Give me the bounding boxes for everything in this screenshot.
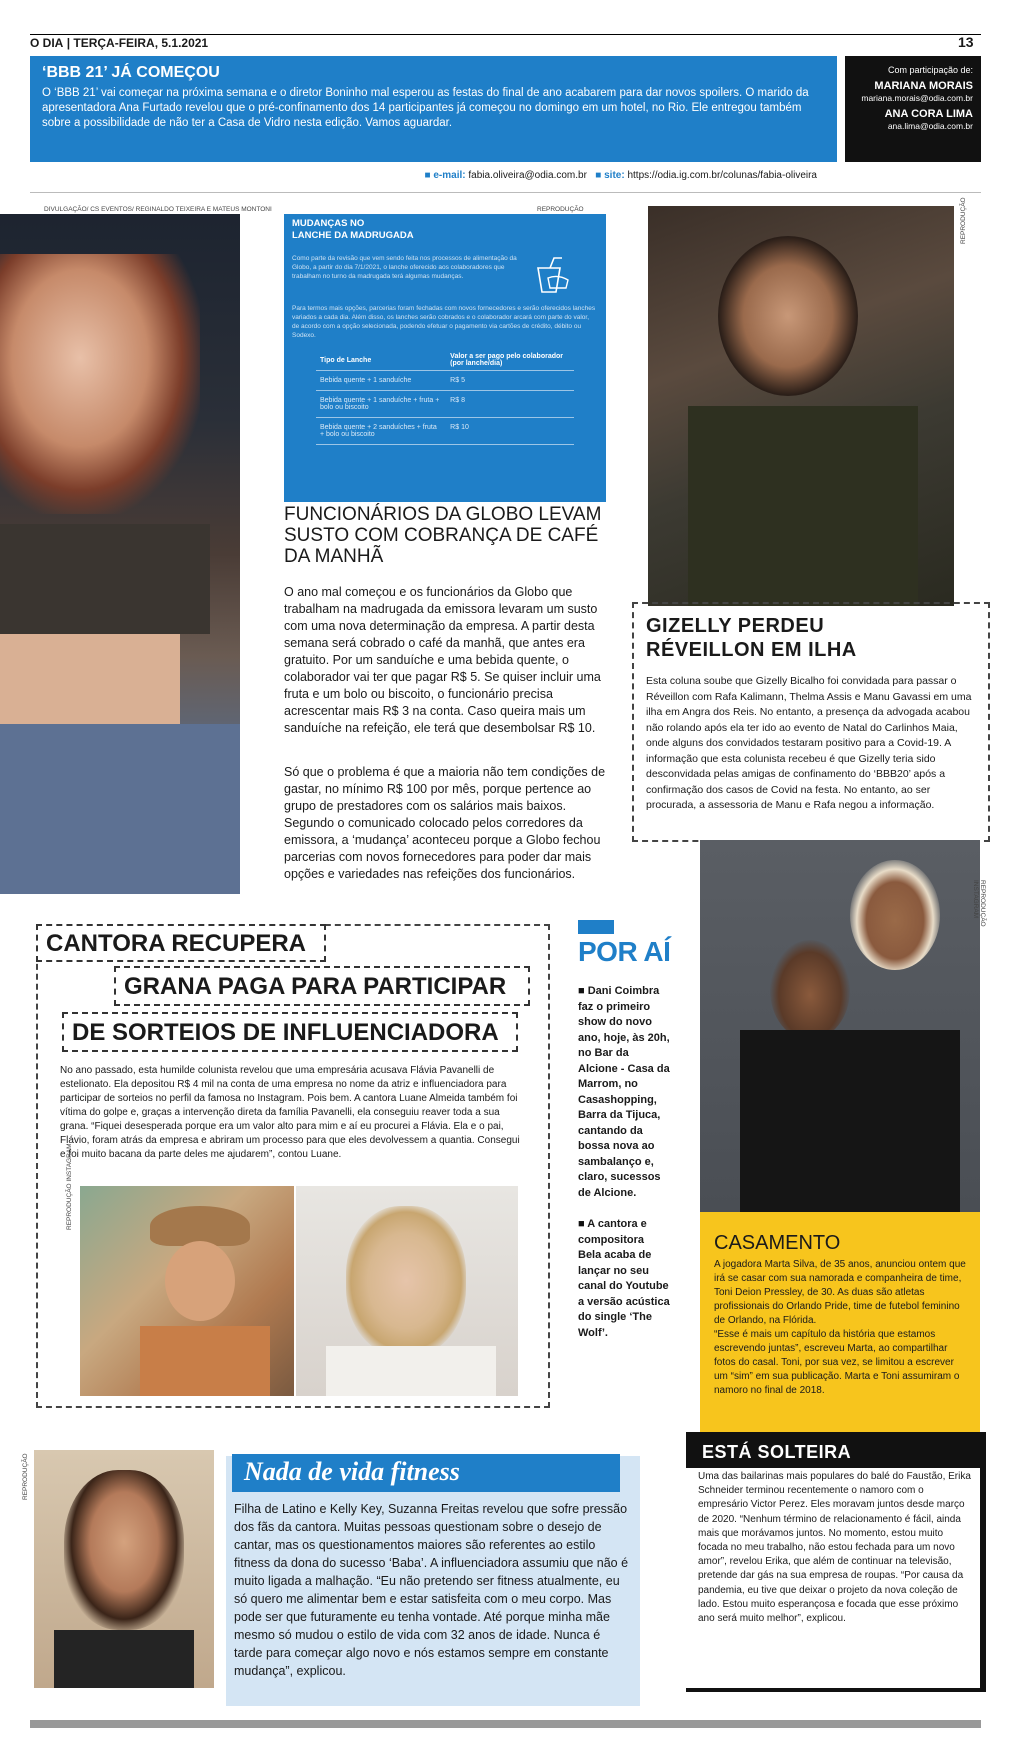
photo-credit: REPRODUÇÃO INSTAGRAM	[66, 1143, 73, 1230]
por-ai-item	[578, 1217, 670, 1341]
cantora-headline-line: DE SORTEIOS DE INFLUENCIADORA	[62, 1012, 518, 1052]
suzanna-photo	[34, 1450, 214, 1688]
table-cell: Bebida quente + 1 sanduíche + fruta + bolo ou biscoito	[316, 391, 446, 418]
solteira-text: Uma das bailarinas mais populares do balé do Faustão, Erika Schneider terminou recentemente o namoro com o empresário Victor Perez. Eles moravam juntos desde março de 2020. “Nenhum término de relacionamento é fácil, ainda mais que morávamos juntos. No momento, estou muito focada no meu trabalho, não estou fechada para um novo amor”, revelou Erika, que além de continuar na televisão, pretende dar gás na sua empresa de roupas. “Por causa da pandemia, eu tive que deixar o projeto da nova coleção de lado. Estou muito esperançosa e focada que esse próximo ano será muito melhor”, explicou.	[698, 1471, 971, 1625]
cantora-headline-line: GRANA PAGA PARA PARTICIPAR	[114, 966, 530, 1006]
globo-paragraph: Só que o problema é que a maioria não tem condições de gastar, no mínimo R$ 100 por mês, porque pertence ao grupo de prestadores com os salários mais baixos. Segundo o comunicado colocado pelos corredores da emissora, a ‘mudança’ aconteceu porque a Globo fechou parcerias com novos fornecedores para poder dar mais opções e variedades nas refeições dos funcionários.	[284, 765, 606, 881]
card-paragraph: Para termos mais opções, parcerias foram fechadas com novos fornecedores e serão oferecidos lanches variados a cada dia. Além disso, os lanches serão cobrados e o colaborador arcará com parte do valor, de acordo com a opção selecionada, podendo efetuar o pagamento via cartões de crédito, débito ou Sodexo.	[292, 305, 596, 339]
table-cell: R$ 10	[446, 418, 574, 445]
table-row	[316, 371, 574, 391]
portrait-head	[770, 940, 850, 1040]
site-link[interactable]: https://odia.ig.com.br/colunas/fabia-oliveira	[627, 170, 817, 181]
page-number: 13	[958, 34, 974, 50]
table-header-row	[316, 350, 574, 371]
portrait-top	[0, 524, 210, 634]
contributors-box	[845, 56, 981, 162]
contributor-name: ANA CORA LIMA	[884, 108, 973, 120]
fitness-headline: Nada de vida fitness	[232, 1454, 620, 1492]
price-table	[316, 350, 574, 445]
casamento-paragraph: A jogadora Marta Silva, de 35 anos, anunciou ontem que irá se casar com sua namorada e companheira de time, Toni Deion Pressley, de 30. As duas são atletas profissionais do Orlando Pride, time de futebol feminino de Orlando, na Flórida.	[714, 1259, 966, 1326]
por-ai-item	[578, 984, 670, 1201]
por-ai-accent	[578, 920, 614, 934]
table-header: Tipo de Lanche	[316, 350, 446, 371]
header-divider	[30, 192, 981, 193]
table-cell: Bebida quente + 1 sanduíche	[316, 371, 446, 391]
email-bullet-icon: ■	[424, 170, 431, 181]
site-label: site:	[604, 170, 625, 181]
table-header: Valor a ser pago pelo colaborador (por lanche/dia)	[446, 350, 574, 371]
top-rule	[30, 34, 981, 35]
card-title: LANCHE DA MADRUGADA	[292, 230, 414, 241]
contributor-name: MARIANA MORAIS	[874, 80, 973, 92]
intro-text: O ‘BBB 21’ vai começar na próxima semana e o diretor Boninho mal esperou as festas do final de ano acabarem para dar novos spoilers. O marido da apresentadora Ana Furtado revelou que o pré-confinamento dos 14 participantes já começou no domingo em um hotel, no Rio. Ele entregou também sobre a possibilidade de não ter a Casa de Vidro nesta edição. Vamos aguardar.	[42, 87, 809, 129]
contributor-email: ana.lima@odia.com.br	[887, 121, 973, 131]
table-row	[316, 391, 574, 418]
site-bullet-icon: ■	[595, 170, 602, 181]
couple-photo	[700, 840, 980, 1212]
headline-line: RÉVEILLON EM ILHA	[646, 639, 857, 661]
photo-credit: REPRODUÇÃO	[537, 206, 584, 213]
cantora-headline-line: CANTORA RECUPERA	[36, 924, 326, 962]
portrait-head	[64, 1470, 184, 1630]
email-link[interactable]: fabia.oliveira@odia.com.br	[468, 170, 587, 181]
casamento-box	[700, 1212, 980, 1442]
portrait-jeans	[0, 724, 240, 894]
table-row	[316, 418, 574, 445]
masthead: O DIA | TERÇA-FEIRA, 5.1.2021	[30, 36, 209, 50]
por-ai-text: Dani Coimbra faz o primeiro show do novo ano, hoje, às 20h, no Bar da Alcione - Casa da Marrom, no Casashopping, Barra da Tijuca, cantando da bossa nova ao sambalanço e, claro, sucessos de Alcione.	[578, 985, 670, 1199]
portrait-head	[165, 1241, 235, 1321]
portrait-head	[850, 860, 940, 970]
gizelly-photo	[648, 206, 954, 606]
globo-headline: FUNCIONÁRIOS DA GLOBO LEVAM SUSTO COM COBRANÇA DE CAFÉ DA MANHÃ	[284, 504, 602, 567]
casamento-paragraph: “Esse é mais um capítulo da história que estamos escrevendo juntas”, escreveu Marta, ao compartilhar fotos do casal. Toni, por sua vez, se limitou a escrever um “sim” em sua publicação. Marta e Toni assumiram o namoro no final de 2018.	[714, 1329, 960, 1396]
portrait-head	[346, 1206, 466, 1356]
woman-photo	[0, 214, 240, 894]
table-cell: Bebida quente + 2 sanduíches + fruta + bolo ou biscoito	[316, 418, 446, 445]
portrait-outfit	[54, 1630, 194, 1688]
portrait-outfit	[326, 1346, 496, 1396]
card-title: MUDANÇAS NO	[292, 218, 365, 229]
photo-credit: DIVULGAÇÃO/ CS EVENTOS/ REGINALDO TEIXEIRA E MATEUS MONTONI	[44, 206, 272, 213]
fitness-text: Filha de Latino e Kelly Key, Suzanna Freitas revelou que sofre pressão dos fãs da cantora. Muitas pessoas questionam sobre o desejo de cantar, mas os questionamentos maiores são referentes ao estilo fitness da dona do sucesso ‘Baba’. A influenciadora assumiu que não é muito ligada a malhação. “Eu não pretendo ser fitness atualmente, eu só quero me alimentar bem e estar satisfeita com o meu corpo. Mas pode ser que futuramente eu tenha vontade. Até porque minha mãe mesmo só mudou o estilo de vida com 32 anos de idade. Nunca é tarde para começar algo novo e nós estamos sempre em constante mudança”, explicou.	[234, 1502, 629, 1678]
por-ai-text: A cantora e compositora Bela acaba de lançar no seu canal do Youtube a versão acústica do single ‘The Wolf’.	[578, 1218, 670, 1339]
gizelly-text: Esta coluna soube que Gizelly Bicalho foi convidada para passar o Réveillon com Rafa Kalimann, Thelma Assis e Manu Gavassi em uma ilha em Angra dos Reis. No entanto, a presença da advogada acabou não rolando após ela ter ido ao evento de Natal do Carlinhos Maia, onde alguns dos convidados testaram positivo para a Covid-19. A informação que esta colunista recebeu é que Gizelly teria sido desconvidada pelas amigas de confinamento do ‘BBB20’ após a confirmação dos casos de Covid na festa. No entanto, ao ser procurada, a assessoria de Manu e Rafa negou a informação.	[646, 675, 972, 811]
bullet-icon: ■	[578, 1218, 588, 1230]
card-paragraph: Como parte da revisão que vem sendo feita nos processos de alimentação da Globo, a partir do dia 7/1/2021, o lanche oferecido aos colaboradores que trabalham no turno da madrugada terá algumas mudanças.	[292, 255, 517, 280]
gizelly-headline	[646, 614, 857, 662]
singer-photo	[80, 1186, 294, 1396]
contributors-label: Com participação de:	[887, 65, 973, 75]
portrait-head	[718, 236, 858, 396]
table-cell: R$ 8	[446, 391, 574, 418]
photo-credit: REPRODUÇÃO	[22, 1453, 29, 1500]
issue-date: TERÇA-FEIRA, 5.1.2021	[73, 36, 209, 50]
influencer-photo	[296, 1186, 518, 1396]
portrait-head	[0, 254, 200, 514]
globo-paragraph: O ano mal começou e os funcionários da Globo que trabalham na madrugada da emissora levaram um susto com uma nova determinação da empresa. A partir desta semana será cobrado o café da manhã, que antes era gratuito. Por um sanduíche e uma bebida quente, o colaborador vai ter que pagar R$ 5. Se quiser incluir uma fruta e um bolo ou biscoito, o funcionário precisa acrescentar mais R$ 3 na conta. Caso queira mais um sanduíche na refeição, ele terá que desembolsar R$ 10.	[284, 585, 601, 735]
por-ai-title: POR AÍ	[578, 936, 671, 967]
footer-bar	[30, 1720, 981, 1728]
headline-line: GIZELLY PERDEU	[646, 615, 825, 637]
portrait-outfit	[688, 406, 918, 606]
drink-cup-icon	[528, 254, 572, 298]
portrait-outfit	[740, 1030, 960, 1212]
cowboy-hat	[150, 1206, 250, 1246]
portrait-outfit	[140, 1326, 270, 1396]
brand-logo: O DIA	[30, 36, 64, 50]
solteira-headline: ESTÁ SOLTEIRA	[702, 1442, 852, 1462]
photo-credit: REPRODUÇÃO INSTAGRAM	[972, 880, 986, 927]
contributor-email: mariana.morais@odia.com.br	[861, 93, 973, 103]
intro-box	[30, 56, 837, 162]
portrait-waist	[0, 634, 180, 724]
table-cell: R$ 5	[446, 371, 574, 391]
contact-line	[425, 170, 817, 181]
photo-credit: REPRODUÇÃO	[960, 197, 967, 244]
intro-title: ‘BBB 21’ JÁ COMEÇOU	[42, 64, 220, 81]
bullet-icon: ■	[578, 985, 588, 997]
cantora-text: No ano passado, esta humilde colunista revelou que uma empresária acusava Flávia Pavanelli de estelionato. Ela depositou R$ 4 mil na conta de uma empresa no nome da atriz e influenciadora para participar de sorteios no perfil da famosa no Instagram. Pois bem. A cantora Luane Almeida também foi vítima do golpe e, graças a intervenção direta da família Pavanelli, ela conseguiu reaver toda a sua grana. “Fiquei desesperada porque era um valor alto para mim e aí eu procurei a Flávia. Ela e o pai, Flávio, foram atrás da empresa e abriram um processo para que eles devolvessem a quantia. Consegui e foi muito bacana da parte deles me ajudarem”, contou Luane.	[60, 1065, 520, 1160]
email-label: e-mail:	[433, 170, 466, 181]
casamento-headline: CASAMENTO	[714, 1232, 841, 1254]
menu-notice-card	[284, 214, 606, 502]
